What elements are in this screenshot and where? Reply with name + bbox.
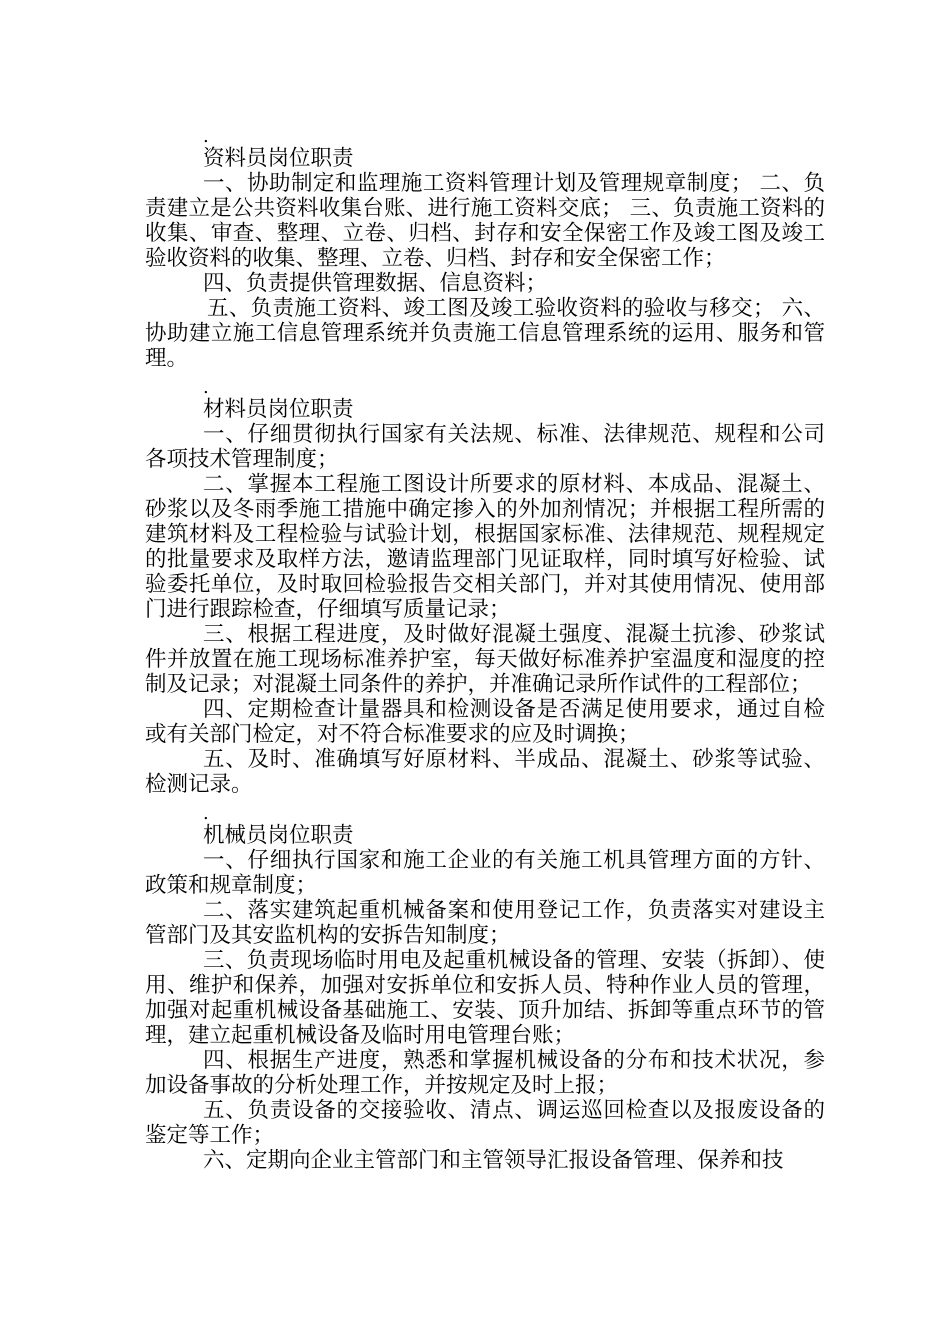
section-document-clerk (145, 128, 825, 371)
section-marker: . (203, 803, 209, 824)
paragraph: 四、负责提供管理数据、信息资料； (203, 271, 548, 296)
section-marker: . (203, 377, 209, 398)
paragraph: 三、根据工程进度，及时做好混凝土强度、混凝土抗渗、砂浆试件并放置在施工现场标准养护室，每天做好标准养护室温度和湿度的控制及记录；对混凝土同条件的养护，并准确记录所作试件的工程部位； (145, 622, 825, 697)
paragraph: 三、负责现场临时用电及起重机械设备的管理、安装（拆卸）、使用、维护和保养，加强对安拆单位和安拆人员、特种作业人员的管理，加强对起重机械设备基础施工、安装、顶升加结、拆卸等重点环节的管理，建立起重机械设备及临时用电管理台账； (145, 948, 825, 1048)
section-title: 机械员岗位职责 (203, 823, 354, 848)
section-material-clerk (145, 379, 825, 797)
paragraph: 一、仔细贯彻执行国家有关法规、标准、法律规范、规程和公司各项技术管理制度； (145, 422, 825, 472)
paragraph: 二、掌握本工程施工图设计所要求的原材料、本成品、混凝土、砂浆以及冬雨季施工措施中确定掺入的外加剂情况；并根据工程所需的建筑材料及工程检验与试验计划，根据国家标准、法律规范、规程规定的批量要求及取样方法，邀请监理部门见证取样，同时填写好检验、试验委托单位，及时取回检验报告交相关部门，并对其使用情况、使用部门进行跟踪检查，仔细填写质量记录； (145, 472, 825, 622)
paragraph: 四、根据生产进度，熟悉和掌握机械设备的分布和技术状况，参加设备事故的分析处理工作，并按规定及时上报； (145, 1048, 825, 1098)
paragraph: 一、仔细执行国家和施工企业的有关施工机具管理方面的方针、政策和规章制度； (145, 848, 825, 898)
section-gap (145, 371, 825, 379)
paragraph: 四、定期检查计量器具和检测设备是否满足使用要求，通过自检或有关部门检定，对不符合标准要求的应及时调换； (145, 697, 825, 747)
section-title: 材料员岗位职责 (203, 397, 354, 422)
paragraph: 二、落实建筑起重机械备案和使用登记工作，负责落实对建设主管部门及其安监机构的安拆告知制度； (145, 898, 825, 948)
paragraph: 五、负责施工资料、竣工图及竣工验收资料的验收与移交； 六、协助建立施工信息管理系统并负责施工信息管理系统的运用、服务和管理。 (145, 296, 825, 371)
section-title: 资料员岗位职责 (203, 146, 354, 171)
section-gap (145, 797, 825, 805)
paragraph: 五、及时、准确填写好原材料、半成品、混凝土、砂浆等试验、检测记录。 (145, 747, 825, 797)
document-body (145, 128, 825, 1173)
section-machinery-clerk (145, 805, 825, 1173)
paragraph: 六、定期向企业主管部门和主管领导汇报设备管理、保养和技 (203, 1148, 784, 1173)
section-marker: . (203, 126, 209, 147)
paragraph: 五、负责设备的交接验收、清点、调运巡回检查以及报废设备的鉴定等工作； (145, 1098, 825, 1148)
paragraph: 一、协助制定和监理施工资料管理计划及管理规章制度； 二、负责建立是公共资料收集台账、进行施工资料交底； 三、负责施工资料的收集、审查、整理、立卷、归档、封存和安全保密工作及竣工图及竣工验收资料的收集、整理、立卷、归档、封存和安全保密工作； (145, 171, 825, 271)
